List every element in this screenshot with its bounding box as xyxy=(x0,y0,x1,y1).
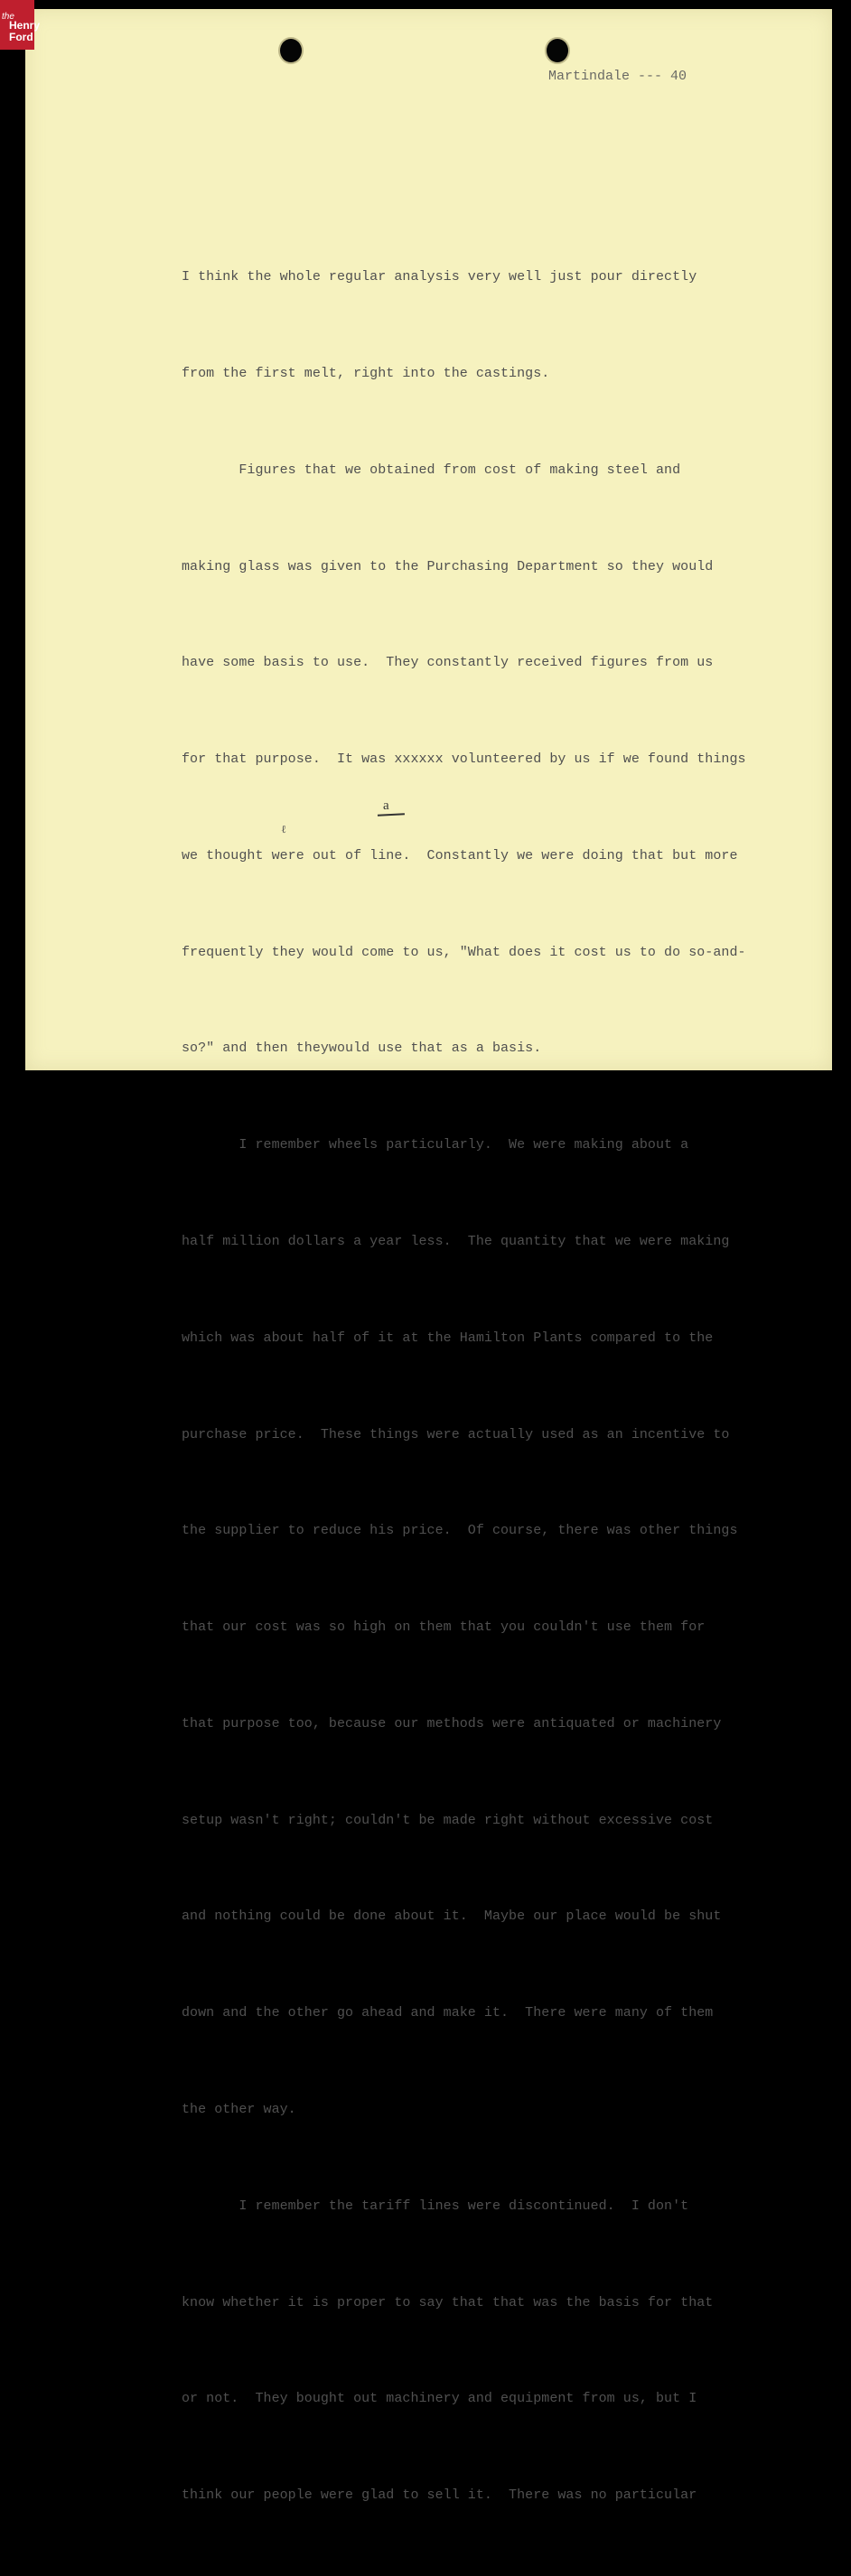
logo-text-ford: Ford xyxy=(9,31,33,43)
document-line: the other way. xyxy=(182,2102,296,2118)
document-body xyxy=(182,197,760,2576)
document-line: Figures that we obtained from cost of making steel and xyxy=(182,462,681,478)
handwritten-underline xyxy=(378,813,405,818)
logo-text-henry: Henry xyxy=(9,19,41,32)
document-line: which was about half of it at the Hamilton Plants compared to the xyxy=(182,1330,714,1346)
henry-ford-logo xyxy=(0,0,41,50)
document-line: have some basis to use. They constantly received figures from us xyxy=(182,655,714,671)
right-punch-hole xyxy=(547,39,568,62)
document-line: or not. They bought out machinery and equipment from us, but I xyxy=(182,2391,697,2407)
document-line: the supplier to reduce his price. Of course, there was other things xyxy=(182,1523,738,1539)
document-line: think our people were glad to sell it. There was no particular xyxy=(182,2487,697,2504)
handwritten-correction-mark xyxy=(378,798,410,822)
handwritten-margin-mark: a xyxy=(383,798,389,813)
document-line: that our cost was so high on them that you couldn't use them for xyxy=(182,1619,706,1636)
document-line: I think the whole regular analysis very well just pour directly xyxy=(182,269,697,285)
document-line: know whether it is proper to say that that was the basis for that xyxy=(182,2294,714,2310)
document-line: down and the other go ahead and make it. There were many of them xyxy=(182,2005,714,2021)
document-line: setup wasn't right; couldn't be made right without excessive cost xyxy=(182,1812,714,1828)
handwritten-insert-mark: ℓ xyxy=(281,823,286,835)
document-line: making glass was given to the Purchasing Department so they would xyxy=(182,558,714,574)
left-punch-hole xyxy=(280,39,302,62)
document-line: that purpose too, because our methods were antiquated or machinery xyxy=(182,1715,722,1731)
document-line: we thought were out of line. Constantly we were doing that but more xyxy=(182,847,738,863)
document-line: frequently they would come to us, "What does it cost us to do so-and- xyxy=(182,944,746,960)
document-line: for that purpose. It was xxxxxx volunteered by us if we found things xyxy=(182,751,746,768)
logo-text-the: the xyxy=(2,12,14,22)
document-line: so?" and then theywould use that as a basis. xyxy=(182,1041,542,1057)
document-line: and nothing could be done about it. Maybe our place would be shut xyxy=(182,1909,722,1925)
document-line: I remember wheels particularly. We were making about a xyxy=(182,1137,689,1153)
document-line: purchase price. These things were actually used as an incentive to xyxy=(182,1426,730,1442)
document-line: I remember the tariff lines were discontinued. I don't xyxy=(182,2198,689,2214)
document-line: half million dollars a year less. The quantity that we were making xyxy=(182,1234,730,1249)
document-line: from the first melt, right into the castings. xyxy=(182,365,550,381)
page-header: Martindale --- 40 xyxy=(548,69,687,84)
